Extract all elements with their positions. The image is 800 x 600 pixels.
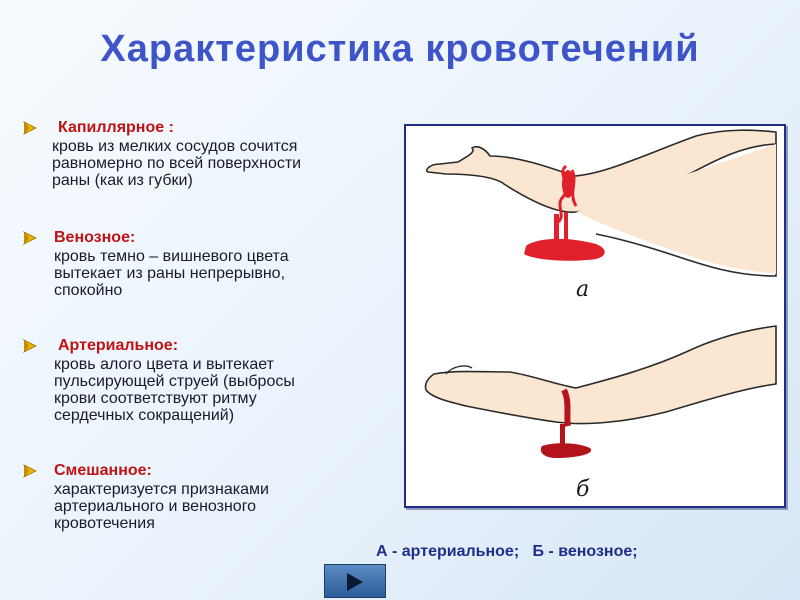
arrowhead-bullet-icon [22, 463, 38, 479]
term-description: характеризуется признаками артериального и венозного кровотечения [54, 481, 269, 532]
arm-illustration-a [427, 130, 776, 276]
arm-illustration-b [425, 326, 776, 458]
figure-label-b: б [576, 477, 590, 502]
figure-label-a: а [576, 277, 590, 302]
play-arrow-icon [347, 573, 363, 591]
term-label: Артериальное: [58, 337, 179, 354]
term-label: Смешанное: [54, 462, 152, 479]
term-description: кровь алого цвета и вытекает пульсирующей струей (выбросы крови соответствуют ритму сердечных сокращений) [54, 356, 295, 424]
figure-caption: А - артериальное; Б - венозное; [376, 543, 638, 560]
list-item-capillary [22, 118, 301, 189]
list-item-venous [22, 228, 289, 299]
list-item-mixed [22, 461, 269, 532]
bleeding-illustration [404, 124, 786, 508]
arrowhead-bullet-icon [22, 230, 38, 246]
list-item-arterial [22, 336, 295, 424]
term-description: кровь темно – вишневого цвета вытекает из раны непрерывно, спокойно [54, 248, 289, 299]
term-label: Венозное: [54, 229, 136, 246]
next-slide-button[interactable] [324, 564, 386, 598]
slide-title: Характеристика кровотечений [100, 28, 700, 70]
term-label: Капиллярное : [58, 119, 174, 136]
arrowhead-bullet-icon [22, 338, 38, 354]
arm-illustration-svg [406, 126, 784, 506]
term-description: кровь из мелких сосудов сочится равномерно по всей поверхности раны (как из губки) [52, 138, 302, 189]
arrowhead-bullet-icon [22, 120, 38, 136]
